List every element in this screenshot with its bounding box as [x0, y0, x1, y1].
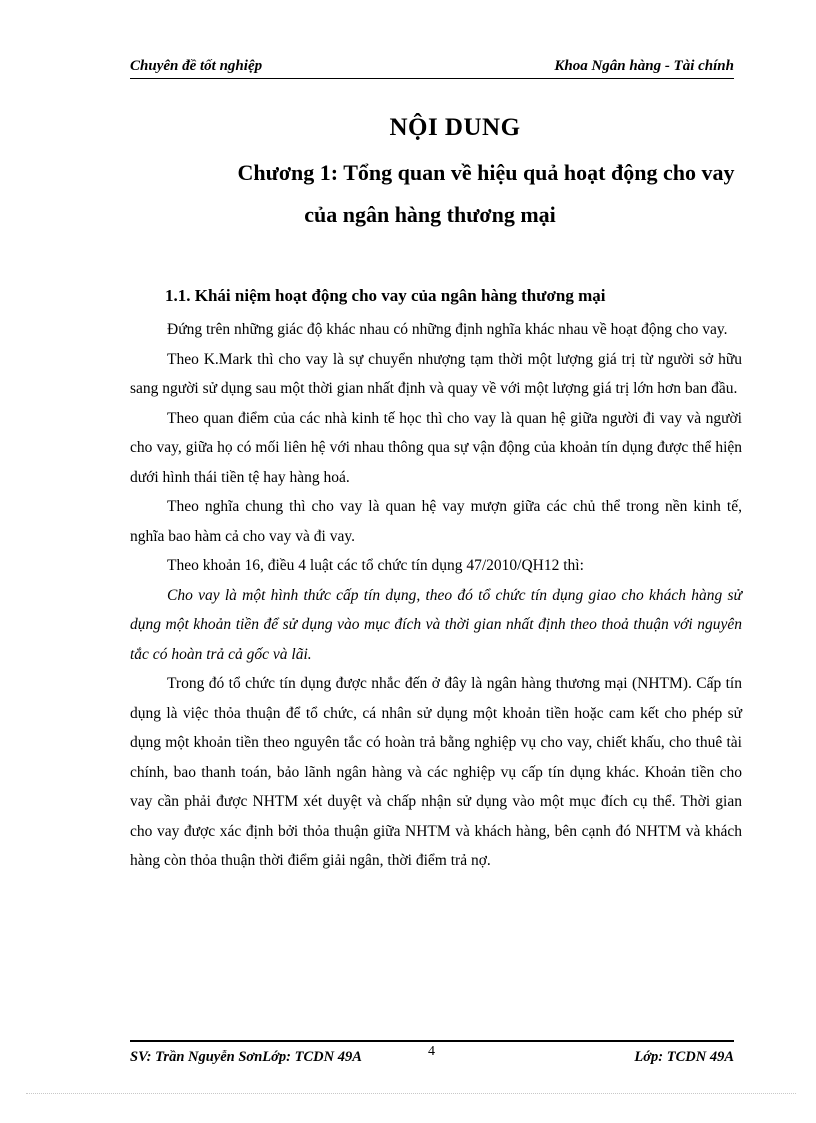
paragraph: Đứng trên những giác độ khác nhau có những định nghĩa khác nhau về hoạt động cho vay. — [167, 321, 728, 338]
paragraph: Theo nghĩa chung thì cho vay là quan hệ vay mượn giữa các chủ thể trong nền kinh tế, nghĩa bao hàm cả cho vay và đi vay. — [130, 498, 742, 545]
footer-student-info: SV: Trần Nguyễn SơnLớp: TCDN 49A — [130, 1049, 362, 1065]
paragraph: Theo quan điểm của các nhà kinh tế học thì cho vay là quan hệ giữa người đi vay và người cho vay, giữa họ có mối liên hệ với nhau thông qua sự vận động của khoản tín dụng được thể hiện dưới hình thái tiền tệ hay hàng hoá. — [130, 409, 742, 486]
paragraph: Trong đó tổ chức tín dụng được nhắc đến ở đây là ngân hàng thương mại (NHTM). Cấp tín dụng là việc thỏa thuận để tổ chức, cá nhân sử dụng một khoản tiền hoặc cam kết cho phép sử dụng một khoản tiền theo nguyên tắc có hoàn trả bằng nghiệp vụ cho vay, chiết khấu, cho thuê tài chính, bao thanh toán, bảo lãnh ngân hàng và các nghiệp vụ cấp tín dụng khác. Khoản tiền cho vay cần phải được NHTM xét duyệt và chấp nhận sử dụng vào một mục đích cụ thể. Thời gian cho vay được xác định bởi thỏa thuận giữa NHTM và khách hàng, bên cạnh đó NHTM và khách hàng còn thỏa thuận thời điểm giải ngân, thời điểm trả nợ. — [130, 675, 742, 869]
law-definition-quote: Cho vay là một hình thức cấp tín dụng, theo đó tổ chức tín dụng giao cho khách hàng sử dụng một khoản tiền để sử dụng vào mục đích và thời gian nhất định theo thoả thuận với nguyên tắc có hoàn trả cả gốc và lãi. — [130, 586, 742, 663]
paragraph: Theo K.Mark thì cho vay là sự chuyển nhượng tạm thời một lượng giá trị từ người sở hữu sang người sử dụng sau một thời gian nhất định và quay về với một lượng giá trị lớn hơn ban đầu. — [130, 350, 742, 397]
chapter-title-line-2: của ngân hàng thương mại — [304, 202, 556, 227]
body-text — [130, 315, 742, 876]
page-header — [130, 58, 734, 79]
paragraph: Theo khoản 16, điều 4 luật các tổ chức tín dụng 47/2010/QH12 thì: — [167, 557, 584, 574]
header-left-text: Chuyên đề tốt nghiệp — [130, 58, 263, 74]
page-footer — [130, 1040, 734, 1070]
chapter-title-line-1: Chương 1: Tổng quan về hiệu quả hoạt động cho vay — [237, 160, 735, 185]
page-number: 4 — [428, 1044, 435, 1059]
document-title: NỘI DUNG — [389, 114, 521, 141]
header-right-text: Khoa Ngân hàng - Tài chính — [554, 58, 734, 74]
section-heading: 1.1. Khái niệm hoạt động cho vay của ngân hàng thương mại — [165, 286, 606, 305]
bottom-dotted-divider — [26, 1093, 796, 1094]
footer-class-info: Lớp: TCDN 49A — [634, 1049, 734, 1065]
